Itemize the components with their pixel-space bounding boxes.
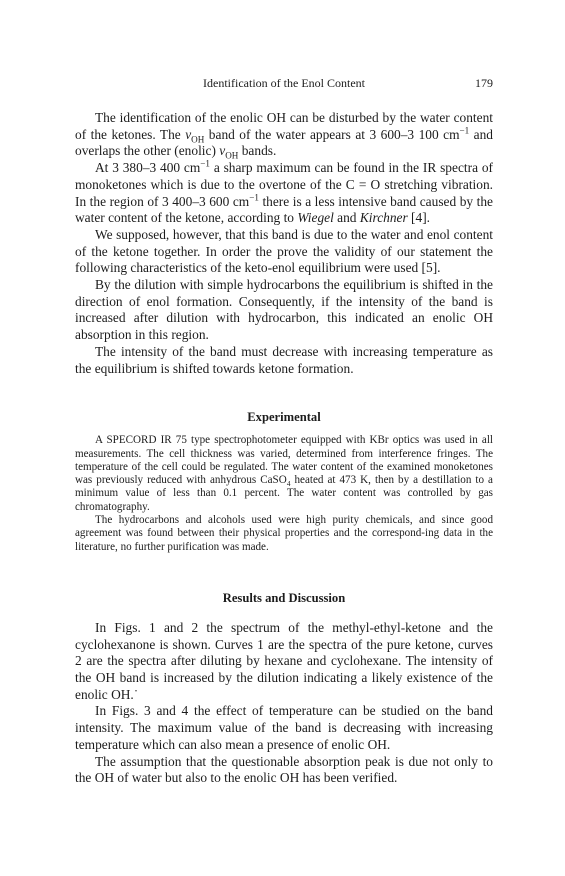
intro-paragraph-5: The intensity of the band must decrease with increasing temperature as the equilibrium is shifted towards ketone formation. bbox=[75, 343, 493, 376]
experimental-paragraph-1: A SPECORD IR 75 type spectrophotometer equipped with KBr optics was used in all measurements. The cell thickness was varied, determined from interference fringes. The temperature of the cell could be regulated. The water content of the examined monoketones was previously reduced with anhydrous CaSO$_4$ heated at 473 K, then by a destillation to a minimum value of less than 0.1 percent. The water content was controlled by gas chromatography. bbox=[75, 434, 493, 513]
author-wiegel: Wiegel bbox=[297, 210, 334, 226]
experimental-paragraph-2: The hydrocarbons and alcohols used were high purity chemicals, and since good agreement was found between their physical properties and the correspond-ing data in the literature, no further purification was made. bbox=[75, 514, 493, 553]
author-kirchner: Kirchner bbox=[359, 210, 408, 226]
intro-paragraph-4: By the dilution with simple hydrocarbons the equilibrium is shifted in the direction of enol formation. Consequently, if the intensity of the band is increased after dilution with hydrocarbon, this indicated an enolic OH absorption in this region. bbox=[75, 277, 493, 343]
running-title: Identification of the Enol Content bbox=[203, 76, 365, 90]
intro-paragraph-2: At 3 380–3 400 $cm^{-1}$ a sharp maximum can be found in the IR spectra of monoketones which is due to the overtone of the C = O stretching vibration. In the region of 3 400–3 600 $cm^{-1}$ there is a less intensive band caused by the water content of the ketone, according to Wiegel and Kirchner [4]. bbox=[75, 158, 493, 226]
page-number: 179 bbox=[475, 76, 493, 90]
results-heading: Results and Discussion bbox=[222, 590, 346, 605]
running-header bbox=[75, 76, 493, 92]
results-paragraph-2: In Figs. 3 and 4 the effect of temperature can be studied on the band intensity. The maximum value of the band is decreasing with increasing temperature which can also mean a presence of enolic OH. bbox=[75, 703, 493, 752]
page-body bbox=[75, 110, 493, 787]
results-paragraph-1: In Figs. 1 and 2 the spectrum of the methyl-ethyl-ketone and the cyclohexanone is shown. Curves 1 are the spectra of the pure ketone, curves 2 are the spectra after diluting by hexane and cyclohexane. The intensity of the OH band is increased by the dilution indicating a likely existence of the enolic OH.˙ bbox=[75, 619, 493, 702]
results-paragraph-3: The assumption that the questionable absorption peak is due not only to the OH of water but also to the enolic OH has been verified. bbox=[75, 753, 493, 786]
experimental-heading: Experimental bbox=[247, 410, 321, 425]
intro-paragraph-3: We supposed, however, that this band is due to the water and enol content of the ketone together. In order the prove the validity of our statement the following characteristics of the keto-enol equilibrium were used [5]. bbox=[75, 226, 493, 276]
intro-paragraph-1: The identification of the enolic OH can be disturbed by the water content of the ketones. The $\nu_{OH}$ band of the water appears at 3 600–3 100 $cm^{-1}$ and overlaps the other (enolic) $\nu_{OH}$ bands. bbox=[75, 110, 493, 162]
